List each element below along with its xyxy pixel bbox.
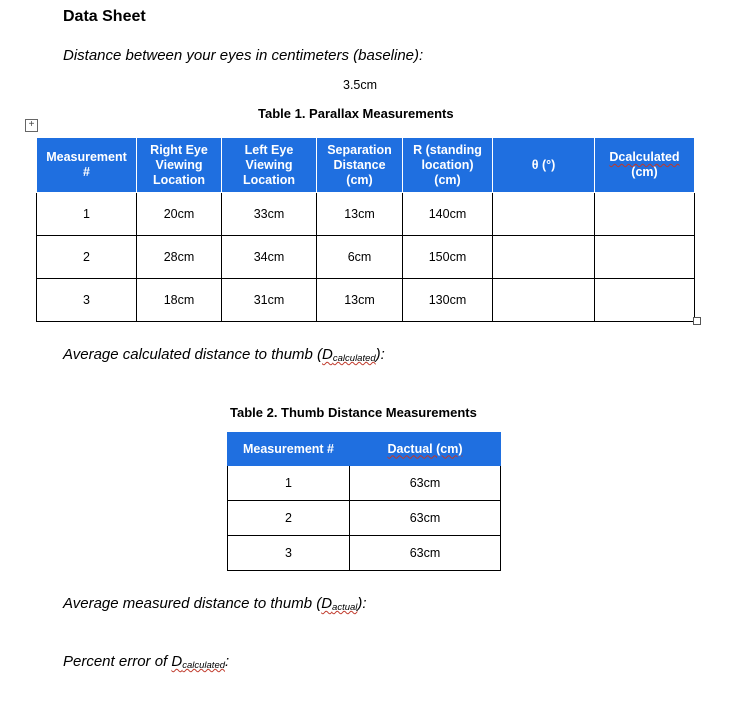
header-line: Location — [152, 172, 206, 187]
header-line: Right Eye — [150, 142, 208, 157]
cell-r[interactable]: 130cm — [403, 279, 493, 322]
d-subscript: calculated — [332, 353, 376, 364]
header-line: Distance — [333, 157, 386, 172]
table-move-icon[interactable]: + — [25, 119, 38, 132]
cell-right[interactable]: 28cm — [137, 236, 222, 279]
cell-theta[interactable] — [493, 279, 595, 322]
percent-error-d — [171, 653, 225, 670]
header-measurement — [37, 138, 137, 193]
header-line: Measurement — [46, 150, 127, 164]
d-symbol: D — [321, 595, 333, 612]
header-separation — [317, 138, 403, 193]
table-row — [37, 193, 695, 236]
table-row — [228, 536, 501, 571]
header-line: Separation — [327, 142, 392, 157]
avg-measured-prefix: Average measured distance to thumb ( — [63, 595, 322, 612]
cell-measurement[interactable]: 3 — [228, 536, 350, 571]
table-header-row — [228, 433, 501, 466]
cell-separation[interactable]: 13cm — [317, 193, 403, 236]
page-title: Data Sheet — [63, 8, 146, 25]
cell-separation[interactable]: 13cm — [317, 279, 403, 322]
cell-dactual[interactable]: 63cm — [350, 536, 501, 571]
cell-dcalculated[interactable] — [595, 279, 695, 322]
header-left-eye — [222, 138, 317, 193]
header-theta — [493, 138, 595, 193]
cell-dactual[interactable]: 63cm — [350, 466, 501, 501]
header-dactual — [350, 433, 501, 466]
cell-right[interactable]: 20cm — [137, 193, 222, 236]
header-line: R (standing — [413, 142, 482, 157]
table-row — [228, 501, 501, 536]
table2-caption: Table 2. Thumb Distance Measurements — [230, 405, 477, 420]
table1-caption: Table 1. Parallax Measurements — [258, 106, 454, 121]
cell-measurement[interactable]: 1 — [228, 466, 350, 501]
cell-measurement[interactable]: 1 — [37, 193, 137, 236]
header-measurement: Measurement # — [228, 433, 350, 466]
header-line: θ (°) — [531, 157, 556, 172]
percent-error-prefix: Percent error of — [63, 653, 172, 670]
baseline-value[interactable]: 3.5cm — [343, 78, 378, 92]
cell-left[interactable]: 33cm — [222, 193, 317, 236]
header-line: (cm) — [346, 172, 373, 187]
cell-r[interactable]: 150cm — [403, 236, 493, 279]
avg-calculated-suffix: ): — [375, 346, 385, 363]
avg-calculated-label — [63, 346, 385, 364]
cell-dcalculated[interactable] — [595, 193, 695, 236]
header-line: (cm) — [631, 165, 658, 179]
baseline-prompt: Distance between your eyes in centimeters (baseline): — [63, 47, 424, 64]
d-subscript: actual — [332, 602, 358, 613]
cell-left[interactable]: 31cm — [222, 279, 317, 322]
d-symbol: D — [322, 346, 333, 363]
header-line: location) — [421, 157, 474, 172]
cell-dactual[interactable]: 63cm — [350, 501, 501, 536]
avg-calculated-prefix: Average calculated distance to thumb ( — [63, 346, 323, 363]
avg-measured-suffix: ): — [357, 595, 367, 612]
header-dcalculated — [595, 138, 695, 193]
cell-theta[interactable] — [493, 193, 595, 236]
header-line: Dcalculated — [609, 150, 680, 164]
header-line: Viewing — [245, 157, 293, 172]
table-header-row — [37, 138, 695, 193]
table-row — [37, 236, 695, 279]
cell-measurement[interactable]: 2 — [228, 501, 350, 536]
header-line: # — [83, 165, 90, 179]
header-line: Location — [242, 172, 296, 187]
avg-measured-label — [63, 595, 367, 613]
header-line: Viewing — [155, 157, 203, 172]
avg-calculated-d — [322, 346, 376, 363]
table-resize-icon[interactable] — [693, 317, 701, 325]
dactual-header-text: Dactual (cm) — [387, 441, 463, 456]
header-right-eye — [137, 138, 222, 193]
cell-r[interactable]: 140cm — [403, 193, 493, 236]
percent-error-label — [63, 653, 229, 671]
cell-separation[interactable]: 6cm — [317, 236, 403, 279]
cell-measurement[interactable]: 3 — [37, 279, 137, 322]
thumb-distance-table — [227, 432, 501, 571]
cell-dcalculated[interactable] — [595, 236, 695, 279]
cell-theta[interactable] — [493, 236, 595, 279]
cell-left[interactable]: 34cm — [222, 236, 317, 279]
header-r — [403, 138, 493, 193]
avg-measured-d — [321, 595, 357, 612]
percent-error-suffix: : — [225, 653, 230, 670]
cell-right[interactable]: 18cm — [137, 279, 222, 322]
parallax-table — [36, 137, 695, 322]
d-subscript: calculated — [182, 660, 226, 671]
table-row — [228, 466, 501, 501]
header-line: Left Eye — [244, 142, 294, 157]
d-symbol: D — [171, 653, 183, 670]
table-row — [37, 279, 695, 322]
cell-measurement[interactable]: 2 — [37, 236, 137, 279]
header-line: (cm) — [434, 172, 461, 187]
